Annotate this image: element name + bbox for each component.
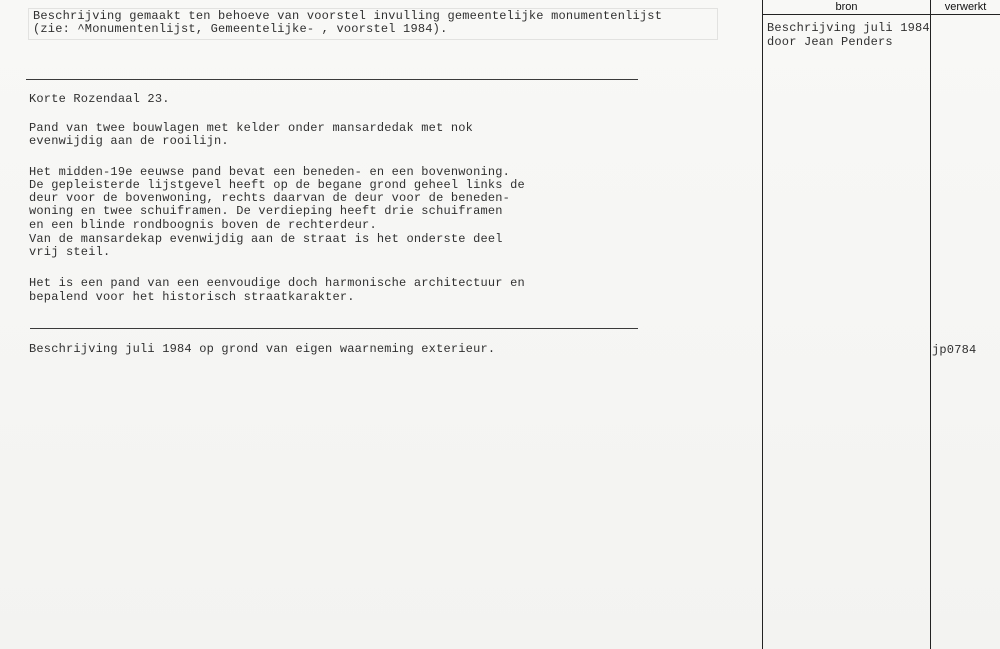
paragraph-3-line-1: Het is een pand van een eenvoudige doch harmonische architectuur en — [29, 276, 525, 290]
paragraph-2-line-6: Van de mansardekap evenwijdig aan de straat is het onderste deel — [29, 232, 503, 246]
intro-line-2: (zie: ^Monumentenlijst, Gemeentelijke- , voorstel 1984). — [33, 22, 448, 36]
paragraph-1-line-2: evenwijdig aan de rooilijn. — [29, 134, 229, 148]
paragraph-2-line-3: deur voor de bovenwoning, rechts daarvan de deur voor de beneden- — [29, 191, 511, 205]
paragraph-2-line-1: Het midden-19e eeuwse pand bevat een beneden- en een bovenwoning. — [29, 165, 511, 179]
paragraph-2-line-5: en een blinde rondboognis boven de rechterdeur. — [29, 218, 377, 232]
paragraph-2-line-2: De gepleisterde lijstgevel heeft op de begane grond geheel links de — [29, 178, 525, 192]
bron-line-1: Beschrijving juli 1984 — [767, 21, 930, 35]
bron-line-2: door Jean Penders — [767, 35, 893, 49]
paragraph-1-line-1: Pand van twee bouwlagen met kelder onder mansardedak met nok — [29, 121, 474, 135]
column-header-divider — [762, 14, 1000, 15]
verwerkt-code: jp0784 — [932, 343, 977, 357]
verwerkt-column-header: verwerkt — [944, 1, 987, 13]
bron-column-right-border — [930, 0, 931, 649]
paragraph-3-line-2: bepalend voor het historisch straatkarakter. — [29, 290, 355, 304]
top-divider — [26, 79, 638, 80]
bottom-divider — [30, 328, 638, 329]
bron-column-left-border — [762, 0, 763, 649]
source-note: Beschrijving juli 1984 op grond van eigen waarneming exterieur. — [29, 342, 496, 356]
paragraph-2-line-7: vrij steil. — [29, 245, 111, 259]
paragraph-2-line-4: woning en twee schuiframen. De verdieping heeft drie schuiframen — [29, 204, 503, 218]
address-heading: Korte Rozendaal 23. — [29, 92, 170, 106]
bron-column-header: bron — [835, 1, 858, 13]
intro-line-1: Beschrijving gemaakt ten behoeve van voorstel invulling gemeentelijke monumentenlijst — [33, 9, 663, 23]
